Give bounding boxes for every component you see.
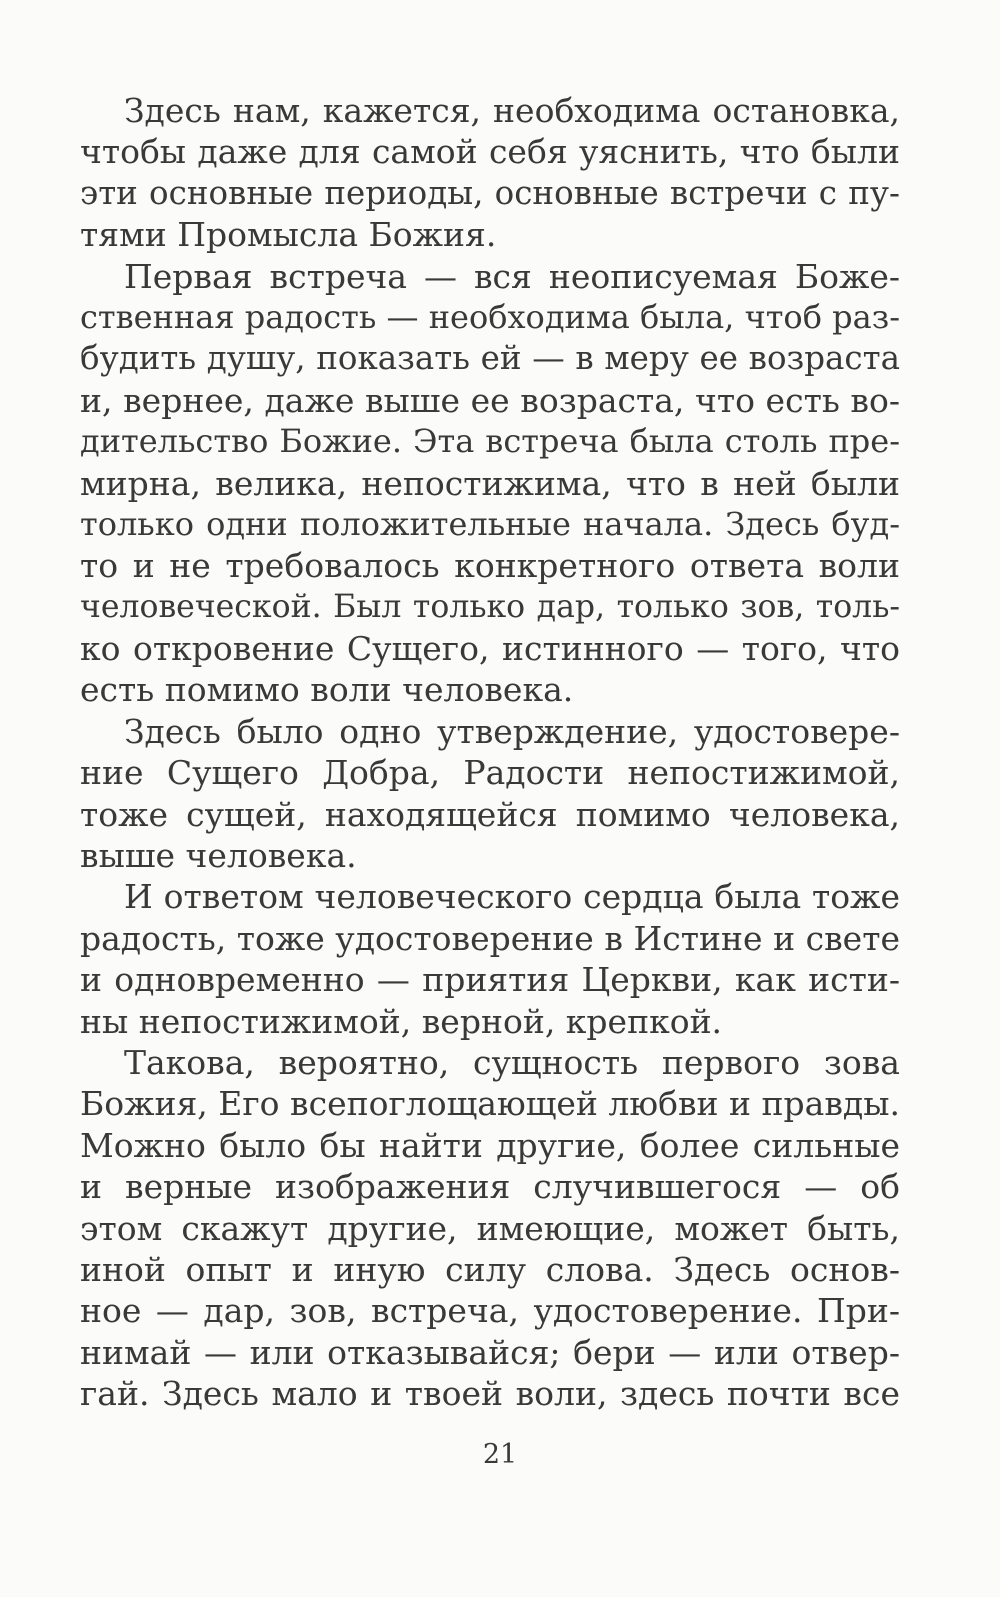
text-line: тоже сущей, находящейся помимо человека, xyxy=(80,794,900,834)
text-line: нимай — или отказывайся; бери — или отвер- xyxy=(80,1332,900,1372)
text-line: то и не требовалось конкретного ответа воли xyxy=(80,546,900,586)
text-line: ны непостижимой, верной, крепкой. xyxy=(80,1001,723,1041)
text-line: И ответом человеческого сердца была тоже xyxy=(124,877,900,917)
text-line: Первая встреча — вся неописуемая Боже- xyxy=(124,256,900,296)
text-line: иной опыт и иную силу слова. Здесь основ- xyxy=(80,1249,900,1289)
text-line: и верные изображения случившегося — об xyxy=(80,1167,900,1207)
paragraph-4 xyxy=(80,876,900,1042)
text-line: Здесь было одно утверждение, удостовере- xyxy=(124,711,900,751)
paragraph-1 xyxy=(80,90,900,256)
paragraph-5 xyxy=(80,1042,900,1415)
text-line: выше человека. xyxy=(80,836,357,876)
text-line: Можно было бы найти другие, более сильные xyxy=(80,1125,900,1165)
text-line: дительство Божие. Эта встреча была столь пре- xyxy=(80,422,900,461)
text-line: радость, тоже удостоверение в Истине и свете xyxy=(80,918,900,958)
body-text xyxy=(80,90,900,1415)
page-number: 21 xyxy=(482,1439,518,1470)
text-line: Божия, Его всепоглощающей любви и правды. xyxy=(80,1084,900,1124)
text-line: ко откровение Сущего, истинного — того, что xyxy=(80,629,900,669)
text-line: ние Сущего Добра, Радости непостижимой, xyxy=(80,753,900,793)
text-line: Здесь нам, кажется, необходима остановка, xyxy=(124,91,900,130)
text-line: есть помимо воли человека. xyxy=(80,670,574,710)
text-line: только одни положительные начала. Здесь буд- xyxy=(80,504,900,543)
text-line: эти основные периоды, основные встречи с пу- xyxy=(80,173,900,212)
text-line: ное — дар, зов, встреча, удостоверение. При- xyxy=(80,1291,900,1331)
text-line: этом скажут другие, имеющие, может быть, xyxy=(80,1208,900,1248)
text-line: будить душу, показать ей — в меру ее возраста xyxy=(80,339,900,378)
text-line: мирна, велика, непостижима, что в ней были xyxy=(80,463,900,503)
text-line: и, вернее, даже выше ее возраста, что есть во- xyxy=(80,380,900,420)
text-line: человеческой. Был только дар, только зов, толь- xyxy=(80,588,900,625)
text-line: чтобы даже для самой себя уяснить, что были xyxy=(80,132,900,172)
text-line: Такова, вероятно, сущность первого зова xyxy=(124,1042,900,1082)
text-line: и одновременно — приятия Церкви, как исти- xyxy=(80,960,900,1000)
text-line: тями Промысла Божия. xyxy=(80,215,497,255)
paragraph-2 xyxy=(80,256,900,711)
text-line: гай. Здесь мало и твоей воли, здесь почти все xyxy=(80,1374,900,1414)
paragraph-3 xyxy=(80,711,900,877)
text-line: ственная радость — необходима была, чтоб раз- xyxy=(80,297,900,336)
